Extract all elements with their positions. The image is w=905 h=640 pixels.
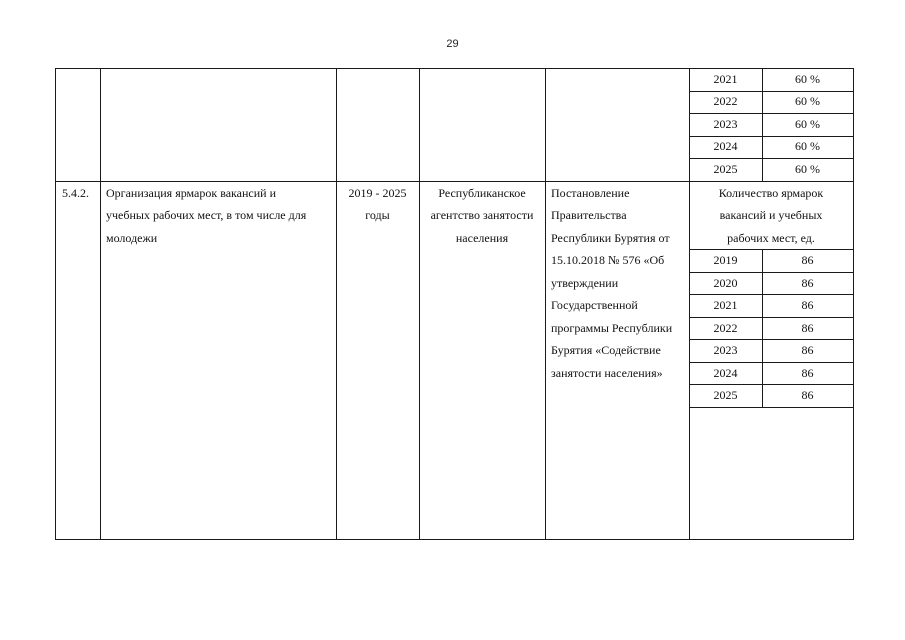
document-line: Постановление	[551, 186, 630, 200]
document-line: Республики Бурятия от	[551, 231, 670, 245]
document-line: утверждении	[551, 276, 619, 290]
measure-name-line: учебных рабочих мест, в том числе для	[106, 208, 307, 222]
document-line: занятости населения»	[551, 366, 663, 380]
top-year: 2023	[713, 117, 738, 131]
value-year: 2023	[713, 343, 738, 357]
col-border-3	[419, 68, 420, 540]
value-year: 2025	[713, 388, 738, 402]
page-number: 29	[446, 38, 459, 50]
period-line: годы	[365, 208, 390, 222]
measure-name-line: Организация ярмарок вакансий и	[106, 186, 277, 200]
value-subrow-line	[689, 407, 854, 408]
col-border-4	[545, 68, 546, 540]
value-year: 2024	[713, 366, 738, 380]
executor-line: агентство занятости	[430, 208, 534, 222]
value-number: 86	[801, 321, 814, 335]
col-border-1	[100, 68, 101, 540]
executor-line: населения	[455, 231, 509, 245]
top-year: 2025	[713, 162, 738, 176]
value-number: 86	[801, 366, 814, 380]
value-year: 2020	[713, 276, 738, 290]
value-year: 2021	[713, 298, 738, 312]
top-year: 2021	[713, 72, 738, 86]
document-line: программы Республики	[551, 321, 673, 335]
measure-name-line: молодежи	[106, 231, 158, 245]
document-line: 15.10.2018 № 576 «Об	[551, 253, 665, 267]
indicator-line: вакансий и учебных	[719, 208, 823, 222]
value-year: 2019	[713, 253, 738, 267]
col-border-0	[55, 68, 56, 540]
indicator-line: рабочих мест, ед.	[727, 231, 815, 245]
top-year: 2024	[713, 139, 738, 153]
value-year: 2022	[713, 321, 738, 335]
document-line: Бурятия «Содействие	[551, 343, 661, 357]
top-value: 60 %	[795, 72, 820, 86]
top-value: 60 %	[795, 94, 820, 108]
document-line: Правительства	[551, 208, 627, 222]
period-line: 2019 - 2025	[348, 186, 407, 200]
value-number: 86	[801, 276, 814, 290]
document-line: Государственной	[551, 298, 638, 312]
value-number: 86	[801, 253, 814, 267]
top-year: 2022	[713, 94, 738, 108]
col-border-2	[336, 68, 337, 540]
row-number: 5.4.2.	[62, 186, 89, 200]
top-value: 60 %	[795, 139, 820, 153]
top-value: 60 %	[795, 162, 820, 176]
value-number: 86	[801, 388, 814, 402]
top-value: 60 %	[795, 117, 820, 131]
executor-line: Республиканское	[438, 186, 526, 200]
value-number: 86	[801, 298, 814, 312]
value-number: 86	[801, 343, 814, 357]
col-border-7	[853, 68, 854, 540]
indicator-line: Количество ярмарок	[718, 186, 824, 200]
table-bottom-border	[55, 539, 854, 540]
